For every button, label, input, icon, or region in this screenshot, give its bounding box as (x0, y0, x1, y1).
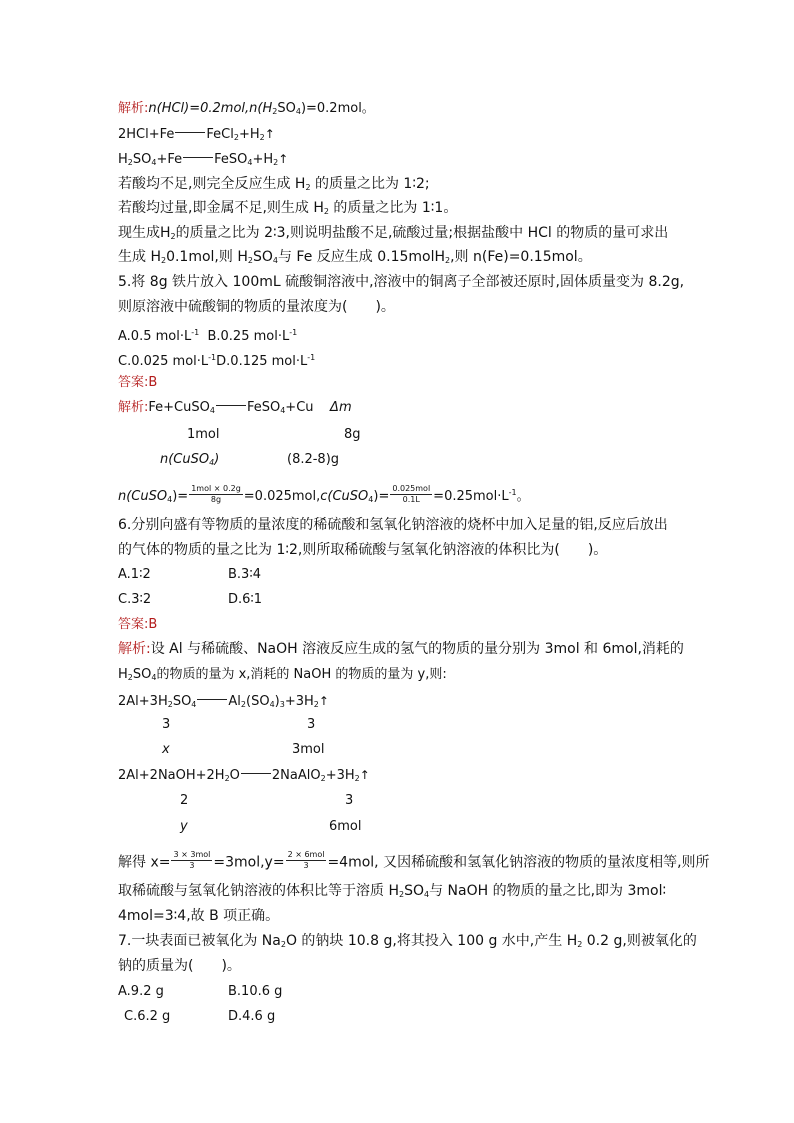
q4-line-b: 若酸均过量,即金属不足,则生成 $H_2$ 的质量之比为 1∶1。 (118, 200, 458, 216)
analysis-label: 解析: (118, 641, 151, 657)
q5-options-cd (118, 349, 315, 371)
q5-equation: 解析:Fe+CuSO$_4$ FeSO$_4$+Cu Δm (118, 400, 352, 415)
gas-arrow-icon: ↑ (318, 694, 329, 708)
q5-stem-2: 则原溶液中硫酸铜的物质的量浓度为( )。 (118, 299, 395, 315)
q6-row1-coef: 3 (162, 717, 171, 732)
q6-row4-y: y (180, 819, 188, 834)
q6-answer: 答案:B (118, 617, 158, 632)
q7-option-c: C.6.2 g (124, 1009, 171, 1024)
analysis-label: 解析: (118, 400, 149, 415)
q5-row2-n: n(CuSO$_4$) (160, 452, 220, 467)
q5-option-c: C.0.025 $mol\cdot L^{-1}$ (118, 353, 217, 369)
q5-row2-mass: (8.2-8)g (287, 452, 340, 467)
q6-equation-1: $2Al+3H_2SO_4$ $Al_2(SO_4)_3+3H_2↑$ (118, 694, 329, 709)
q6-stem-2: 的气体的物质的量之比为 1∶2,则所取稀硫酸与氢氧化钠溶液的体积比为( )。 (118, 542, 608, 558)
q5-option-a: A.0.5 $mol\cdot L^{-1}$ (118, 328, 200, 344)
q7-stem-1: 7.一块表面已被氧化为 $Na_2O$ 的钠块 10.8 g,将其投入 100 g 水中,产生 $H_2$ 0.2 g,则被氧化的 (118, 933, 697, 949)
q6-row1-h2: 3 (307, 717, 316, 732)
equals-bar (216, 405, 246, 406)
q7-option-a: A.9.2 g (118, 984, 164, 999)
equals-bar (197, 699, 227, 700)
q5-option-d: D.0.125 $mol\cdot L^{-1}$ (216, 353, 316, 369)
q6-option-b: B.3∶4 (228, 567, 261, 582)
equals-bar (175, 132, 205, 133)
q4-line-d: 生成 $H_20.1mol$,则 $H_2SO_4$与 Fe 反应生成 0.15molH$_2$,则 n(Fe)=0.15mol。 (118, 249, 592, 265)
equals-bar (183, 157, 213, 158)
q5-options-ab (118, 324, 297, 346)
q4-analysis-line1: 解析$:n(HCl)=0.2mol,n(H_2SO_4)=0.2mol$。 (118, 101, 375, 116)
q6-equation-2: $2Al+2NaOH+2H_2O$ $2NaAlO_2+3H_2↑$ (118, 768, 370, 783)
q6-solution-3: 4mol=3∶4,故 B 项正确。 (118, 908, 280, 924)
q5-row1-mass: 8g (344, 427, 361, 442)
q7-option-d: D.4.6 g (228, 1009, 276, 1024)
fraction: $\frac{\text{0.025mol}}{0.1L}$ (392, 484, 431, 504)
fraction: $\frac{\text{1mol × 0.2g}}{8g}$ (191, 484, 241, 504)
q6-solution-2: 取稀硫酸与氢氧化钠溶液的体积比等于溶质 $H_2SO_4$与 NaOH 的物质的量之比,即为 3mol∶ (118, 883, 667, 899)
q6-option-c: C.3∶2 (118, 592, 152, 607)
q5-answer: 答案:B (118, 375, 158, 390)
q5-calculation: n(CuSO$_4$)= $\frac{\text{1mol × 0.2g}}{8g}$ =0.025mol,c(CuSO$_4$)= $\frac{\text{0.025mol}}{0.1L}$ $=0.25mol\cdot L^{-1}$。 (118, 484, 530, 504)
q7-stem-2: 钠的质量为( )。 (118, 958, 241, 974)
q4-equation-2: $H_2SO_4+Fe$ $FeSO_4+H_2↑$ (118, 152, 289, 167)
gas-arrow-icon: ↑ (264, 127, 275, 141)
q7-option-b: B.10.6 g (228, 984, 283, 999)
q4-equation-1: 2HCl+Fe $FeCl_2+H_2↑$ (118, 127, 275, 142)
q5-option-b: B.0.25 $mol\cdot L^{-1}$ (207, 328, 298, 344)
q5-stem-1: 5.将 8g 铁片放入 100mL 硫酸铜溶液中,溶液中的铜离子全部被还原时,固体质量变为 8.2g, (118, 274, 685, 290)
fraction: $\frac{\text{2 × 6mol}}{3}$ (287, 850, 325, 870)
q6-row3-coef: 2 (180, 793, 189, 808)
q6-option-d: D.6∶1 (228, 592, 263, 607)
gas-arrow-icon: ↑ (359, 768, 370, 782)
q6-row2-x: x (162, 742, 170, 757)
gas-arrow-icon: ↑ (278, 152, 289, 166)
q6-option-a: A.1∶2 (118, 567, 151, 582)
q6-solution-1: 解得 x= $\frac{\text{3 × 3mol}}{3}$ =3mol,y= $\frac{\text{2 × 6mol}}{3}$ =4mol, 又因稀硫酸和氢氧化钠溶液的物质的量浓度相等,则所 (118, 850, 710, 871)
q5-row1-mol: 1mol (187, 427, 220, 442)
equals-bar (241, 773, 271, 774)
q6-stem-1: 6.分别向盛有等物质的量浓度的稀硫酸和氢氧化钠溶液的烧杯中加入足量的铝,反应后放出 (118, 517, 668, 533)
q6-row4-h2: 6mol (329, 819, 362, 834)
fraction: $\frac{\text{3 × 3mol}}{3}$ (173, 850, 211, 870)
q4-line-c: 现生成$H_2$的质量之比为 2∶3,则说明盐酸不足,硫酸过量;根据盐酸中 HCl 的物质的量可求出 (118, 225, 669, 241)
q4-line-a: 若酸均不足,则完全反应生成 $H_2$ 的质量之比为 1∶2; (118, 176, 430, 192)
q6-analysis-1: 解析:设 Al 与稀硫酸、NaOH 溶液反应生成的氢气的物质的量分别为 3mol 和 6mol,消耗的 (118, 641, 684, 657)
analysis-label: 解析: (118, 101, 149, 116)
q6-row2-h2: 3mol (292, 742, 325, 757)
q6-row3-h2: 3 (345, 793, 354, 808)
q6-analysis-2: $H_2SO_4$的物质的量为 x,消耗的 NaOH 的物质的量为 y,则: (118, 667, 447, 682)
